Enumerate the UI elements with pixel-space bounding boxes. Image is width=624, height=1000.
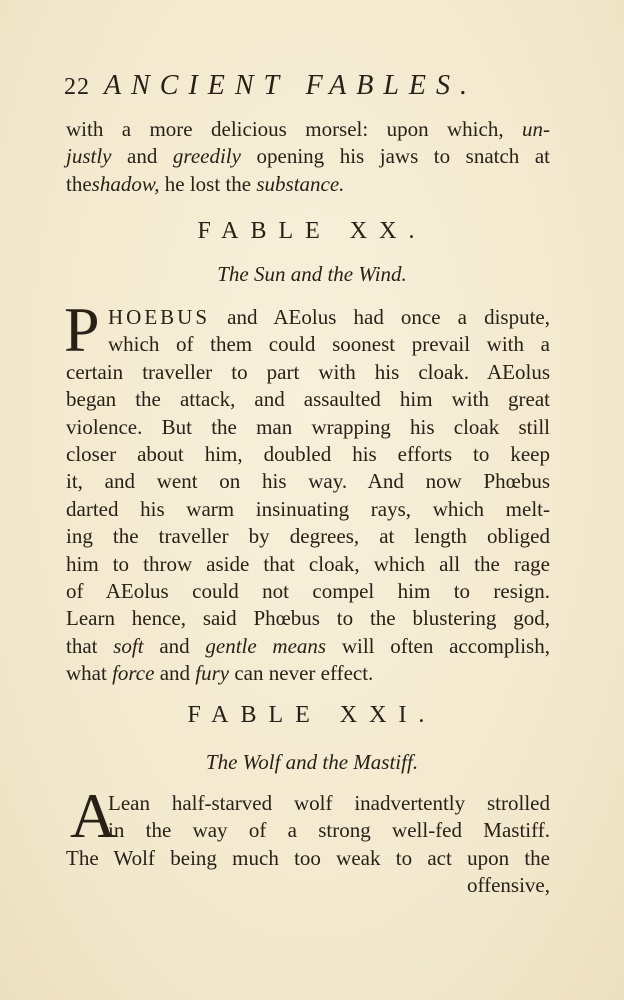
text-line: it, and went on his way. And now Phœbus xyxy=(66,469,550,494)
text-line: HOEBUS and AEolus had once a dispute, xyxy=(108,305,551,329)
text-line: which of them could soonest prevail with a xyxy=(108,332,550,357)
running-header xyxy=(64,70,564,102)
fable-subtitle: The Wolf and the Mastiff. xyxy=(205,750,419,774)
drop-cap: A xyxy=(70,780,117,851)
fable-heading: FABLE XXI. xyxy=(187,702,437,728)
text-line: of AEolus could not compel him to resign. xyxy=(66,578,550,603)
text-line: certain traveller to part with his cloak. AEolus xyxy=(66,359,550,384)
text-line: closer about him, doubled his efforts to keep xyxy=(66,441,550,466)
text-line: violence. But the man wrapping his cloak still xyxy=(66,414,550,439)
text-line: justly and greedily opening his jaws to snatch at xyxy=(66,144,551,169)
text-line: darted his warm insinuating rays, which melt- xyxy=(66,496,550,521)
text-line: began the attack, and assaulted him with great xyxy=(66,387,550,412)
text-line: him to throw aside that cloak, which all the rage xyxy=(66,551,550,576)
text-line: Lean half-starved wolf inadvertently strolled xyxy=(108,791,550,815)
catchword: offensive, xyxy=(466,873,550,898)
continuation-paragraph xyxy=(66,116,550,198)
text-line: The Wolf being much too weak to act upon the xyxy=(66,845,550,870)
text-line: Learn hence, said Phœbus to the blustering god, xyxy=(66,606,550,631)
text-line: with a more delicious morsel: upon which, un- xyxy=(66,117,550,141)
text-line: theshadow, he lost the substance. xyxy=(66,171,345,196)
fable-paragraph xyxy=(66,304,550,687)
text-line: that soft and gentle means will often accomplish, xyxy=(66,633,550,658)
running-title: ANCIENT FABLES. xyxy=(104,70,478,101)
text-line: in the way of a strong well-fed Mastiff. xyxy=(108,818,550,843)
text-line: ing the traveller by degrees, at length obliged xyxy=(66,524,550,549)
text-line: what force and fury can never effect. xyxy=(66,661,374,686)
fable-paragraph xyxy=(66,790,550,900)
fable-heading: FABLE XX. xyxy=(197,218,427,244)
fable-subtitle: The Sun and the Wind. xyxy=(217,262,407,286)
page-number: 22 xyxy=(64,74,90,100)
drop-cap: P xyxy=(64,294,100,365)
